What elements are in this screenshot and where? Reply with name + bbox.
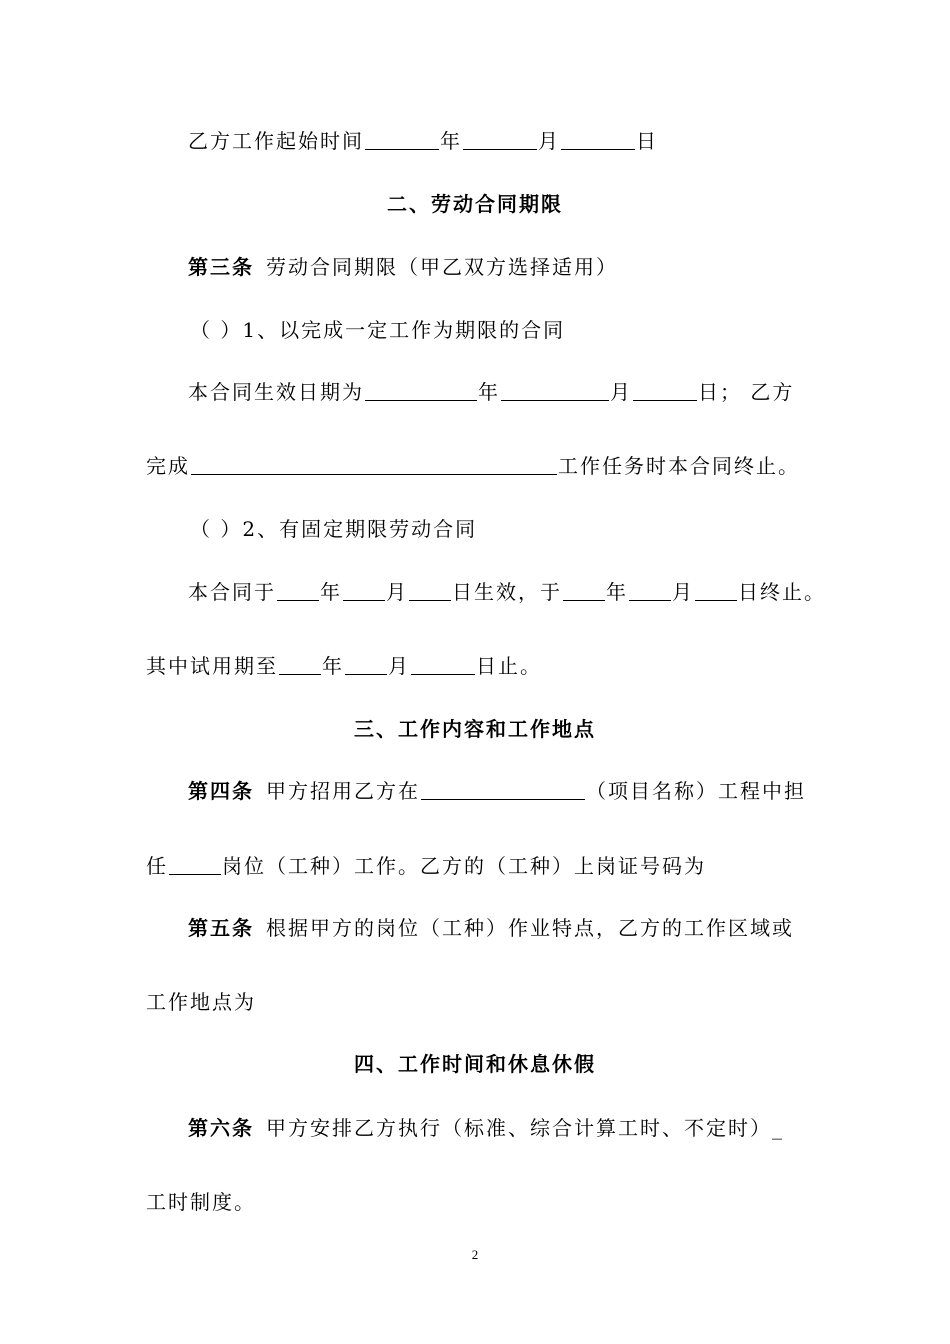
section-2-heading: 二、劳动合同期限	[387, 192, 563, 216]
month-blank	[345, 654, 387, 675]
section-3-heading: 三、工作内容和工作地点	[354, 717, 596, 741]
year-blank	[563, 580, 605, 601]
month-blank	[629, 580, 671, 601]
month-blank	[501, 380, 609, 401]
article-6-title: 第六条	[188, 1116, 254, 1140]
project-blank	[421, 779, 585, 800]
article-5	[188, 914, 794, 942]
month-label: 月	[538, 129, 560, 153]
article-4-cont	[146, 852, 706, 880]
section-4-heading: 四、工作时间和休息休假	[354, 1052, 596, 1076]
month-label: 月	[672, 580, 694, 604]
year-blank	[279, 654, 321, 675]
article-3	[188, 253, 618, 281]
article-5-text: 根据甲方的岗位（工种）作业特点，乙方的工作区域或	[266, 916, 794, 940]
end-label: 日终止。	[738, 580, 826, 604]
day-blank	[411, 654, 475, 675]
article-5-cont: 工作地点为	[146, 990, 256, 1014]
page-number: 2	[471, 1247, 479, 1262]
article-6	[188, 1114, 784, 1142]
year-label: 年	[322, 654, 344, 678]
year-label: 年	[440, 129, 462, 153]
month-label: 月	[388, 654, 410, 678]
year-label: 年	[478, 380, 500, 404]
article-3-title: 第三条	[188, 255, 254, 279]
trial-end-label: 日止。	[476, 654, 542, 678]
article-4-title: 第四条	[188, 779, 254, 803]
effective-date-label: 本合同生效日期为	[188, 380, 364, 404]
effective-date-line	[188, 378, 794, 406]
article-4-text-cont: （项目名称）工程中担	[586, 779, 806, 803]
fixed-term-line	[188, 578, 826, 606]
year-blank	[365, 380, 477, 401]
article-4-cont-text: 岗位（工种）工作。乙方的（工种）上岗证号码为	[222, 854, 706, 878]
day-blank	[695, 580, 737, 601]
article-4	[188, 777, 806, 805]
trial-line	[146, 652, 542, 680]
start-time-label: 乙方工作起始时间	[188, 129, 364, 153]
completion-label: 完成	[146, 454, 190, 478]
day-blank	[561, 129, 635, 150]
article-6-cont: 工时制度。	[146, 1190, 256, 1214]
article-6-text: 甲方安排乙方执行（标准、综合计算工时、不定时）_	[266, 1116, 784, 1140]
option-1: （ ）1、以完成一定工作为期限的合同	[190, 318, 566, 342]
effective-label: 日生效，于	[452, 580, 562, 604]
task-blank	[191, 454, 557, 475]
trial-label: 其中试用期至	[146, 654, 278, 678]
month-label: 月	[610, 380, 632, 404]
day-blank	[633, 380, 697, 401]
article-3-text: 劳动合同期限（甲乙双方选择适用）	[266, 255, 618, 279]
month-label: 月	[386, 580, 408, 604]
fixed-term-label: 本合同于	[188, 580, 276, 604]
start-time-line	[188, 127, 658, 155]
article-5-title: 第五条	[188, 916, 254, 940]
completion-line	[146, 452, 800, 480]
option-2: （ ）2、有固定期限劳动合同	[190, 517, 478, 541]
year-blank	[365, 129, 439, 150]
post-blank	[169, 854, 221, 875]
completion-text: 工作任务时本合同终止。	[558, 454, 800, 478]
day-blank	[409, 580, 451, 601]
year-label: 年	[320, 580, 342, 604]
article-4-cont-label: 任	[146, 854, 168, 878]
article-4-text: 甲方招用乙方在	[266, 779, 420, 803]
day-label: 日	[636, 129, 658, 153]
year-blank	[277, 580, 319, 601]
day-label: 日； 乙方	[698, 380, 795, 404]
month-blank	[463, 129, 537, 150]
year-label: 年	[606, 580, 628, 604]
month-blank	[343, 580, 385, 601]
